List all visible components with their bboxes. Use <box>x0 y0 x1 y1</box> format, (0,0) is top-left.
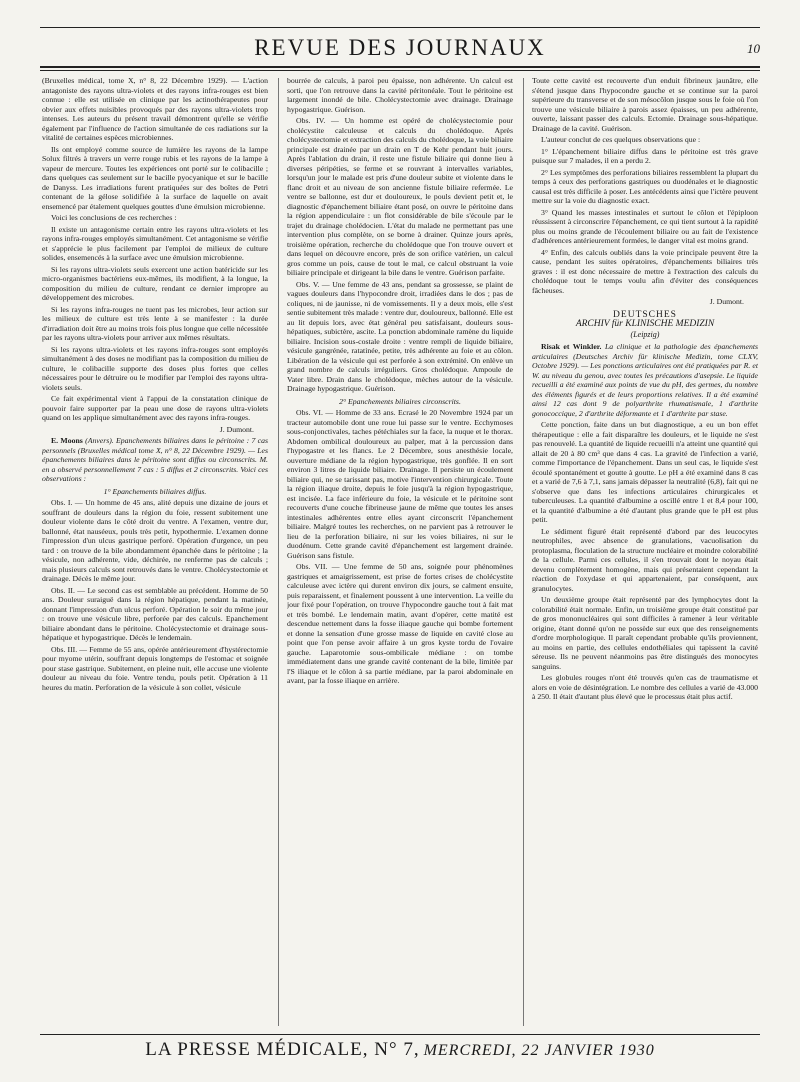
section-city: (Leipzig) <box>630 329 660 339</box>
header-rule <box>40 66 760 68</box>
subheading: 1° Epanchements biliaires diffus. <box>103 486 207 496</box>
page-footer <box>40 1039 760 1061</box>
subheading: 2° Epanchements biliaires circonscrits. <box>339 396 461 406</box>
column-3 <box>532 76 758 1028</box>
column-2 <box>287 76 513 1028</box>
paragraph: Le sédiment figuré était représenté d'abord par des leucocytes neutrophiles, avec absence de granulations, vacuolisation du protoplasma, floculation de la structure nucléaire et moindre colorabilité de la cellule. Parmi ces cellules, il s'en trouvait dont le noyau était devenu complètement homogène, mais qui présentaient cependant la réaction de l'oxydase et qui appartenaient, par conséquent, aux granulocytes. <box>532 526 758 593</box>
observation: Obs. VI. — Homme de 33 ans. Ecrasé le 20 Novembre 1924 par un tracteur automobile dont une roue lui passe sur le ventre. Ecchymoses sous-conjonctivales, taches pétéchiales sur la face, la nuque et le thorax. Abdomen ombilical douloureux au palper, mat à la percussion dans l'hypogastre et les flancs. Le 2 Décembre, sous anesthésie locale, ouverture médiane de la région hypogastrique, très gonflée. Il en sort environ 3 litres de liquide biliaire. Drainage. Il persiste un écoulement biliaire qui, ne se tarissant pas, motive l'intervention chirurgicale. Toute la région iliaque droite, depuis le foie jusqu'à la région hypogastrique, est incisée. La face inférieure du foie, la vésicule et le péritoine sont recouverts d'une couche fibrineuse jaune de même que toutes les anses intestinales adhérentes entre elles ayant circonscrit l'épanchement biliaire. Malgré toutes les recherches, on ne parvient pas à retrouver le lieu de la perforation biliaire, ni sur les voies biliaires, ni sur le duodénum. Cette grande cavité d'épanchement est largement drainée. Guérison sans fistule. <box>287 408 513 560</box>
observation: Obs. I. — Un homme de 45 ans, alité depuis une dizaine de jours et souffrant de douleurs dans la région du foie, ressent subitement une douleur violente dans le côté droit du ventre. A l'examen, ventre dur, ballonné, état nauséeux, pouls très petit, hypothermie. L'examen donne l'impression d'un ulcus gastrique perforé. Opération d'urgence, un peu tard : on trouve de la bile abondamment épanchée dans le péritoine ; la vésicule, non adhérente, vide, déchirée, ne renferme pas de calculs ; mais plusieurs calculs sont retrouvés dans le ventre. Cholécystectomie et drainage. Décès le même jour. <box>42 498 268 583</box>
conclusion-item: 2° Les symptômes des perforations biliaires ressemblent la plupart du temps à ceux des perforations gastriques ou duodénales et le diagnostic causal est très difficile à poser. Les antécédents ainsi que l'ictère peuvent mettre sur la voie du diagnostic exact. <box>532 167 758 205</box>
conclusion-item: 4° Enfin, des calculs oubliés dans la voie principale peuvent être la cause, pendant les suites opératoires, d'épanchements biliaires très graves : il est donc nécessaire de mettre à l'extraction des calculs du cholédoque tout le temps voulu afin d'éviter des conséquences fâcheuses. <box>532 247 758 295</box>
observation: Obs. VII. — Une femme de 50 ans, soignée pour phénomènes gastriques et amaigrissement, est prise de fortes crises de cholécystite calculeuse avec ictère qui durent environ dix jours, se calment ensuite, puis reparaissent, et finalement poussent à une intervention. La veille du jour fixé pour l'opération, on trouve l'hypocondre gauche tout à fait mat et très bombé. Le lendemain matin, avant d'opérer, cette matité est descendue nettement dans la fosse iliaque gauche qui bombe fortement et donne la sensation d'une grosse masse de liquide en cavité close au point que l'on pense avoir affaire à un gros kyste tordu de l'ovaire gauche. Laparotomie sous-ombilicale médiane : on tombe immédiatement dans une grande cavité contenant de la bile, limitée par l'S iliaque et le côlon à sa partie médiane, par la paroi abdominale en avant, par la fosse iliaque en arrière. <box>287 562 513 685</box>
section-journal: ARCHIV für KLINISCHE MEDIZIN <box>575 319 715 329</box>
page-header <box>40 33 760 63</box>
conclusion-item: 1° L'épanchement biliaire diffus dans le péritoine est très grave puisque sur 7 malades, il en a perdu 2. <box>532 146 758 165</box>
signature: J. Dumont. <box>709 297 744 306</box>
paragraph: (Bruxelles médical, tome X, n° 8, 22 Décembre 1929). — L'action antagoniste des rayons ultra-violets et des rayons infra-rouges est bien connue : elle est utilisée en clinique par les actinothérapeutes pour obvier aux effets nuisibles provoqués par des rayons ultra-violets trop intenses. Les auteurs du présent travail démontrent qu'elle se vérifie également par l'influence de l'action simultanée de ces radiations sur la vitalité de certaines espèces microbiennes. <box>42 76 268 142</box>
column-divider-2 <box>523 78 524 1026</box>
paragraph: Ils ont employé comme source de lumière les rayons de la lampe Solux filtrés à travers un verre rouge rubis et les rayons de la lampe à vapeur de mercure. Toutes les expériences ont porté sur le colibacille ; dans quelques cas seulement sur le bacille pyocyanique et sur le bacille de Danyss. Les irradiations furent pratiquées sur des boîtes de Petri contenant de la gélose solidifiée à la surface de laquelle on avait ensemencé par étalement quelques gouttes d'une émulsion microbienne. <box>42 144 268 211</box>
observation: Obs. V. — Une femme de 43 ans, pendant sa grossesse, se plaint de vagues douleurs dans l'hypocondre droit, irradiées dans le dos ; pas de coliques, ni de jaunisse, ni de vomissements. Il y a deux mois, elle s'est sentie subitement très malade : ventre dur, douloureux, ballonné. Elle est au lit depuis lors, avec état général peu satisfaisant, douleurs sous-hépatiques, subictère, ascite. La ponction abdominale ramène du liquide biliaire. Incision sous-costale droite : ventre rempli de liquide biliaire, vésicule gangrénée, ratatinée, petite, très adhérente au foie et au côlon. Libération de la vésicule qui est perforée à son extrémité. On enlève un grand nombre de calculs irréguliers. Gros cholédoque. Ampoule de Vater libre. Drain dans le cholédoque, mèches autour de la vésicule. Drainage hypogastrique. Guérison. <box>287 279 513 393</box>
paragraph: bourrée de calculs, à paroi peu épaisse, non adhérente. Un calcul est sorti, que l'on retrouve dans la cavité péritonéale. Tout le péritoine est largement inondé de bile. Cholécystectomie avec drainage. Drainage hypogastrique. Guérison. <box>287 76 513 114</box>
observation: Obs. II. — Le second cas est semblable au précédent. Homme de 50 ans. Douleur suraiguë dans la région hépatique, pendant la matinée, donnant l'impression d'un ulcus perforé. Opération le soir du même jour : on trouve une vésicule libre, perforée par des calculs. Epanchement biliaire abondant dans le péritoine. Cholécystectomie et drainage sous-hépatique et hypogastrique. Décès le lendemain. <box>42 585 268 642</box>
paragraph: Il existe un antagonisme certain entre les rayons ultra-violets et les rayons infra-rouges employés simultanément. Cet antagonisme se vérifie et s'apprécie le plus facilement par l'emploi de milieux de culture solides, ensemencés à la surface avec une émulsion microbienne. <box>42 224 268 262</box>
article-text: (Anvers). Epanchements biliaires dans le péritoine : 7 cas personnels (Bruxelles médical tome X, n° 8, 22 Décembre 1929). — Les épanchements biliaires dans le péritoine sont diffus ou circonscrits. M. en a observé personnellement 7 cas : 5 diffus et 2 circonscrits. Voici ces observations : <box>42 436 268 483</box>
paragraph: Les globules rouges n'ont été trouvés qu'en cas de traumatisme et alors en voie de désintégration. Le nombre des cellules a varié de 43.000 à 250. Il était d'autant plus élevé que le processus était plus actif. <box>532 673 758 701</box>
conclusion-item: 3° Quand les masses intestinales et surtout le côlon et l'épiploon réussissent à circonscrire l'épanchement, ce qui tient surtout à la rapidité plus ou moins grande de l'écoulement biliaire ou au fait de l'existence d'adhérences antérieurement formées, le danger vital est moins grand. <box>532 207 758 245</box>
article-author: E. Moons <box>51 436 83 445</box>
paragraph: Cette ponction, faite dans un but diagnostique, a eu un bon effet thérapeutique : elle a fait disparaître les douleurs, et le liquide ne s'est pas renouvelé. La quantité de liquide recueilli n'a atteint une quantité qui allait de 20 à 80 cm³ que dans 4 cas. La gravité de l'infection a varié, comme l'importance de l'épanchement. Dans un seul cas, le liquide s'est écoulé spontanément et goutte à goutte. Le pH a été examiné dans 8 cas et a varié de 7,6 à 7,1, sans jamais dépasser la neutralité (6,8), fait qui ne s'observe que dans les infections articulaires chirurgicales et tuberculeuses. La quantité d'albumine a oscillé entre 1 et 8,4 pour 100, et la quantité d'albumine a été d'autant plus grande que le pH est plus petit. <box>532 420 758 524</box>
header-rule-thin <box>40 70 760 71</box>
footer-journal: LA PRESSE MÉDICALE, N° 7, <box>145 1039 420 1060</box>
footer-rule <box>40 1034 760 1035</box>
column-divider-1 <box>278 78 279 1026</box>
paragraph: Ce fait expérimental vient à l'appui de la constatation clinique de pouvoir faire supporter par la peau une dose de rayons ultra-violets quand on les applique simultanément avec des rayons infra-rouges. <box>42 394 268 422</box>
paragraph: Si les rayons infra-rouges ne tuent pas les microbes, leur action sur les milieux de culture est très lente à se manifester : la durée d'irradiation doit être au moins trois fois plus longue que celle nécessitée par les rayons ultra-violets pour arriver aux mêmes résultats. <box>42 304 268 342</box>
signature: J. Dumont. <box>219 424 254 434</box>
paragraph: L'auteur conclut de ces quelques observations que : <box>541 135 701 144</box>
section-title: DEUTSCHES <box>613 309 677 320</box>
observation: Obs. IV. — Un homme est opéré de cholécystectomie pour cholécystite calculeuse et calculs du cholédoque. Après cholécystectomie et extraction des calculs du cholédoque, la voie biliaire principale est drainée par un drain en T de Kehr pendant huit jours. Après l'ablation du drain, il reste une fistule biliaire qui donne lieu à diverses péripéties, se ferme et se rouvrant à intervalles variables, lorsqu'un jour le malade est pris d'une douleur subite et violente dans le flanc droit et au niveau de son ancienne fistule biliaire refermée. Le ventre se ballonne, est dur et douloureux, le pouls devient petit et, le diagnostic d'épanchement biliaire étant posé, on ouvre le péritoine dans la région appendiculaire : un flot considérable de bile s'écoule par le trajet du drainage cholédocien. L'état du malade ne permettant pas une intervention plus complète, on se borne à drainer. Quinze jours après, troisième opération, recherche du cholédoque que l'on trouve ouvert et dans lequel on découvre encore, près de son orifice vatérien, un calcul gros comme un pois, cause de tout le mal, ce calcul obstruant la voie biliaire principale et dirigeant la bile dans le ventre. Guérison parfaite. <box>287 116 513 277</box>
article-intro <box>532 342 758 418</box>
page-number: 10 <box>747 41 760 56</box>
page-title: REVUE DES JOURNAUX <box>254 35 546 60</box>
paragraph: Si les rayons ultra-violets seuls exercent une action batéricide sur les micro-organismes bactériens eux-mêmes, ils modifient, à la longue, la composition du milieu de culture, rendant ce dernier impropre au développement des microbes. <box>42 264 268 302</box>
paragraph: Toute cette cavité est recouverte d'un enduit fibrineux jaunâtre, elle s'étend jusque dans l'hypocondre gauche et se continue sur la paroi supérieure du transverse et de son mésocôlon jusque sous le foie où l'on trouve une vésicule biliaire à parois assez épaisses, un peu adhérente, ouverte, laissant passer des calculs. Ectomie. Drainage sous-hépatique. Drainage de la cavité. Guérison. <box>532 76 758 133</box>
observation: Obs. III. — Femme de 55 ans, opérée antérieurement d'hystérectomie pour myome utérin, souffrant depuis longtemps de l'estomac et soignée pour stase gastrique. Subitement, en pleine nuit, elle accuse une violente douleur au niveau du foie. Ventre tendu, pouls petit. Opération à 11 heures du matin. Perforation de la vésicule à son collet, vésicule <box>42 644 268 692</box>
article-intro <box>42 436 268 484</box>
paragraph: Si les rayons ultra-violets et les rayons infra-rouges sont employés simultanément à des doses ne modifiant pas la composition du milieu de culture, le colibacille supporte des doses plus fortes que celles nécessaires pour le détruire ou le modifier par l'emploi des rayons ultra-violets seuls. <box>42 344 268 392</box>
top-rule <box>40 27 760 28</box>
footer-date: MERCREDI, 22 JANVIER 1930 <box>423 1042 655 1059</box>
article-author: Risak et Winkler. <box>541 342 602 351</box>
paragraph: Un deuxième groupe était représenté par des lymphocytes dont la colorabilité était normale. Enfin, un troisième groupe était constitué par de gros mononucléaires qui sont difficiles à ramener à leur véritable origine, étant donné qu'on ne possède sur eux que des renseignements d'ordre morphologique. Il paraît cependant probable qu'ils proviennent, au moins en partie, des cellules endothéliales qui tapissent la cavité séreuse. Ils ne peuvent néanmoins pas être distingués des monocytes sanguins. <box>532 595 758 671</box>
paragraph: Voici les conclusions de ces recherches : <box>51 213 177 222</box>
article-text: La clinique et la pathologie des épanchements articulaires (Deutsches Archiv für klinische Medizin, tome CLXV, Octobre 1929). — Les ponctions articulaires ont été pratiquées par R. et W. au niveau du genou, avec toutes les précautions d'asepsie. Le liquide recueilli a été examiné aux points de vue du pH, des germes, du nombre des éléments figurés et de leurs proportions relatives. Il a été examiné ainsi 12 cas dont 9 de polyarthrite rhumatismale, 1 d'arthrite gonococcique, 2 d'arthrite déformante et 1 d'arthrite par stase. <box>532 342 758 418</box>
column-1 <box>42 76 268 1028</box>
